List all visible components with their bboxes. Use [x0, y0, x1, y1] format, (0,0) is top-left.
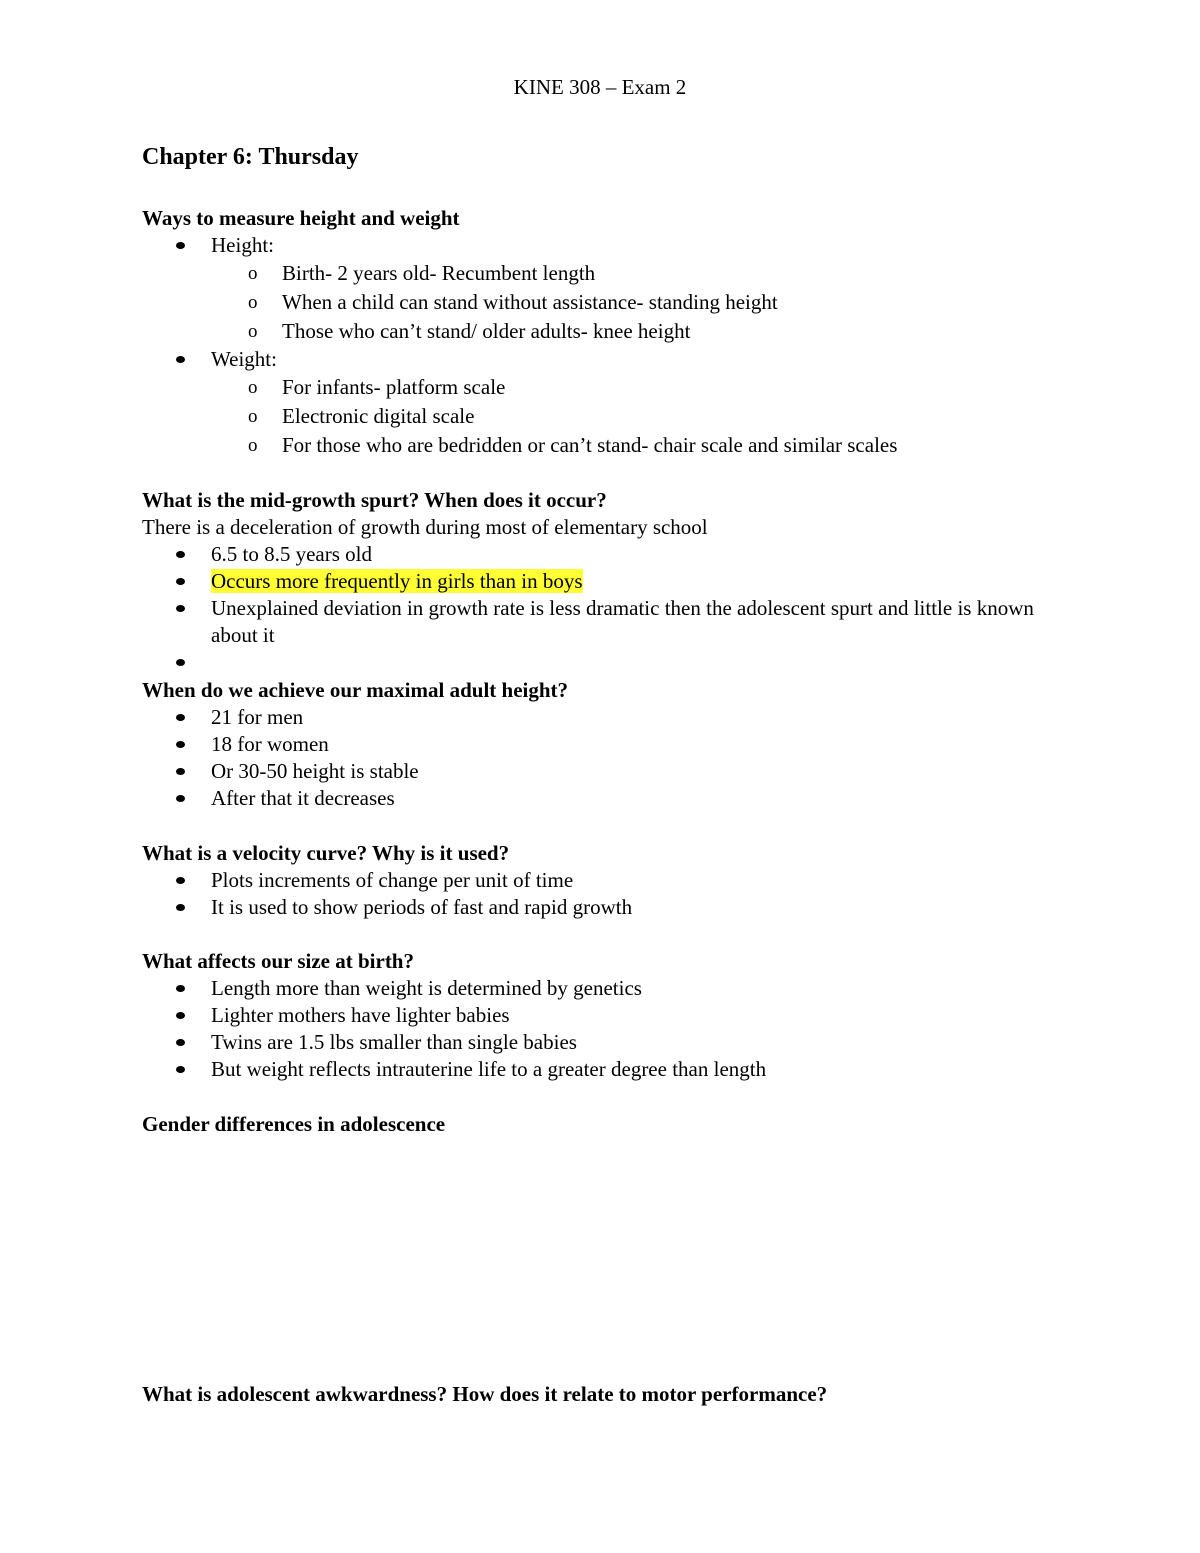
bullet-dot-icon — [176, 551, 185, 558]
bullet-dot-icon — [176, 877, 185, 884]
list-item-text: Length more than weight is determined by genetics — [211, 976, 642, 1000]
list-item — [142, 867, 1062, 894]
section-birthsize — [142, 948, 1062, 1083]
list-item-text: Lighter mothers have lighter babies — [211, 1003, 510, 1027]
bullet-dot-icon — [176, 1012, 185, 1019]
bullet-list — [142, 541, 1062, 676]
list-item-text: 21 for men — [211, 705, 304, 729]
list-item — [142, 704, 1062, 731]
list-item-text: It is used to show periods of fast and rapid growth — [211, 895, 633, 919]
bullet-dot-icon — [176, 1039, 185, 1046]
bullet-dot-icon — [176, 242, 185, 249]
page-header: KINE 308 – Exam 2 — [513, 75, 687, 99]
list-item — [142, 1029, 1062, 1056]
list-item — [142, 232, 1062, 346]
bullet-dot-icon — [176, 904, 185, 911]
circle-o-icon: o — [248, 321, 258, 342]
bullet-list — [142, 704, 1062, 812]
sub-list-item-text: For infants- platform scale — [282, 375, 506, 399]
sub-list-item — [142, 259, 1062, 288]
list-item — [142, 649, 1062, 676]
section-measure — [142, 205, 1062, 460]
section-awkward — [142, 1381, 1062, 1408]
circle-o-icon: o — [248, 377, 258, 398]
list-item-text: Twins are 1.5 lbs smaller than single babies — [211, 1030, 577, 1054]
bullet-dot-icon — [176, 795, 185, 802]
list-item-text: After that it decreases — [211, 786, 395, 810]
sub-list-item-text: Those who can’t stand/ older adults- knee height — [282, 319, 691, 343]
section-heading: What affects our size at birth? — [142, 949, 414, 973]
circle-o-icon: o — [248, 263, 258, 284]
section-heading: What is the mid-growth spurt? When does it occur? — [142, 488, 607, 512]
bullet-dot-icon — [176, 985, 185, 992]
section-heading: When do we achieve our maximal adult height? — [142, 678, 569, 702]
bullet-dot-icon — [176, 605, 185, 612]
section-velocity — [142, 840, 1062, 921]
bullet-list — [142, 867, 1062, 921]
section-midgrowth — [142, 487, 1062, 676]
list-item-text: But weight reflects intrauterine life to a greater degree than length — [211, 1057, 767, 1081]
section-heading: What is a velocity curve? Why is it used? — [142, 841, 510, 865]
circle-o-icon: o — [248, 406, 258, 427]
list-item-text: Unexplained deviation in growth rate is less dramatic then the adolescent spurt and little is known about it — [211, 596, 1034, 647]
list-item — [142, 541, 1062, 568]
section-heading: Gender differences in adolescence — [142, 1112, 446, 1136]
sub-list-item — [142, 288, 1062, 317]
bullet-dot-icon — [176, 1066, 185, 1073]
sub-list-item — [142, 373, 1062, 402]
circle-o-icon: o — [248, 435, 258, 456]
list-item — [142, 731, 1062, 758]
list-item — [142, 785, 1062, 812]
list-item — [142, 894, 1062, 921]
list-item-text: Height: — [211, 233, 274, 257]
bullet-dot-icon — [176, 714, 185, 721]
list-item — [142, 346, 1062, 460]
list-item — [142, 595, 1062, 649]
list-item-text: Weight: — [211, 347, 277, 371]
list-item-text: 18 for women — [211, 732, 329, 756]
intro-text: There is a deceleration of growth during most of elementary school — [142, 515, 708, 539]
section-heading: What is adolescent awkwardness? How does it relate to motor performance? — [142, 1382, 828, 1406]
bullet-list — [142, 975, 1062, 1083]
list-item — [142, 758, 1062, 785]
list-item — [142, 1056, 1062, 1083]
sub-list-item-text: Birth- 2 years old- Recumbent length — [282, 261, 596, 285]
sub-list-item — [142, 402, 1062, 431]
list-item-text: 6.5 to 8.5 years old — [211, 542, 372, 566]
bullet-dot-icon — [176, 741, 185, 748]
sub-list — [211, 259, 1062, 346]
bullet-dot-icon — [176, 659, 185, 666]
list-item-text: Plots increments of change per unit of time — [211, 868, 574, 892]
chapter-title: Chapter 6: Thursday — [142, 144, 359, 170]
bullet-dot-icon — [176, 356, 185, 363]
highlighted-text: Occurs more frequently in girls than in boys — [211, 569, 583, 593]
sub-list-item — [142, 431, 1062, 460]
sub-list — [211, 373, 1062, 460]
list-item-text: Or 30-50 height is stable — [211, 759, 419, 783]
sub-list-item-text: Electronic digital scale — [282, 404, 475, 428]
list-item — [142, 1002, 1062, 1029]
list-item — [142, 975, 1062, 1002]
sub-list-item-text: For those who are bedridden or can’t stand- chair scale and similar scales — [282, 433, 898, 457]
bullet-dot-icon — [176, 578, 185, 585]
section-gender — [142, 1111, 1062, 1138]
section-maxheight — [142, 677, 1062, 812]
sub-list-item — [142, 317, 1062, 346]
sub-list-item-text: When a child can stand without assistance- standing height — [282, 290, 778, 314]
circle-o-icon: o — [248, 292, 258, 313]
section-heading: Ways to measure height and weight — [142, 206, 460, 230]
bullet-list — [142, 232, 1062, 460]
list-item — [142, 568, 1062, 595]
bullet-dot-icon — [176, 768, 185, 775]
